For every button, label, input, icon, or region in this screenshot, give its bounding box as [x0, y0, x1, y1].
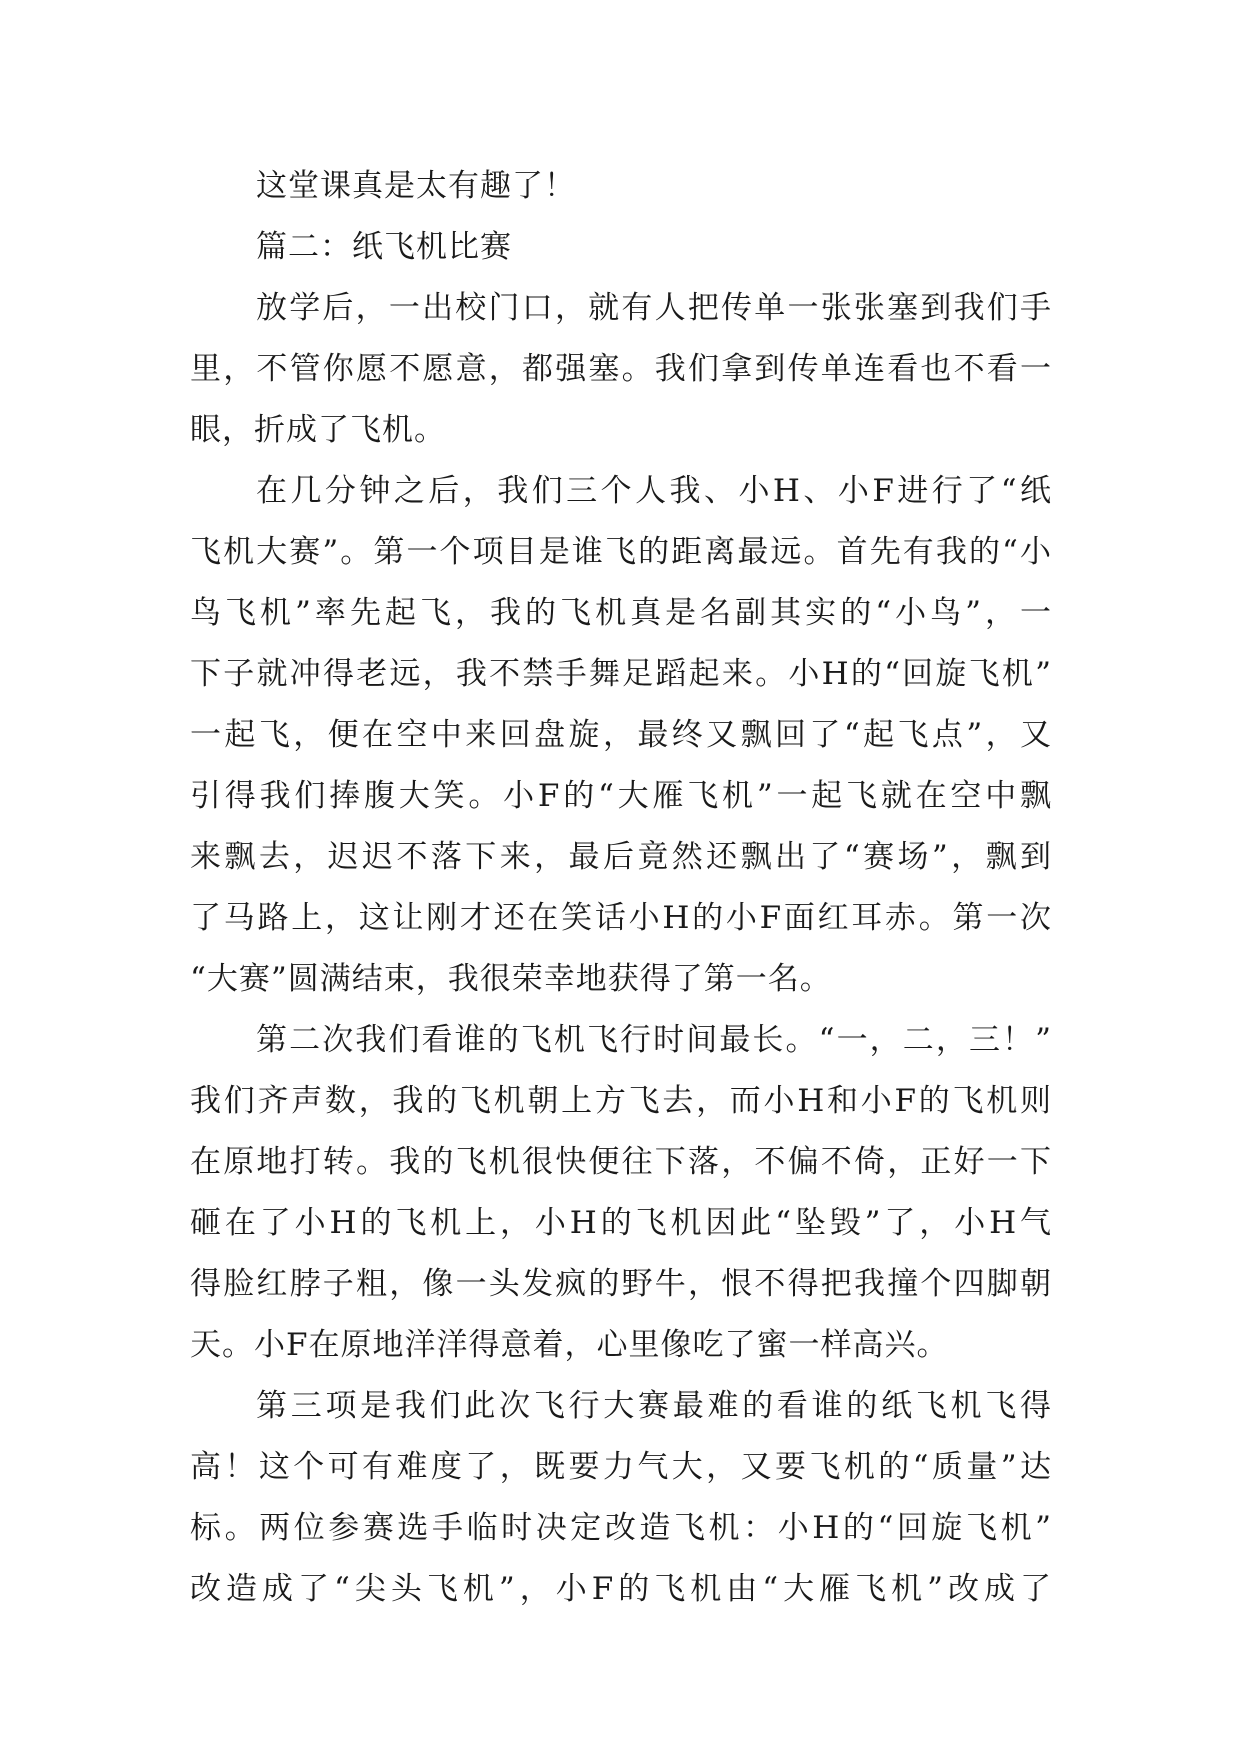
text-line: 引得我们捧腹大笑。小F的“大雁飞机”一起飞就在空中飘 [190, 778, 1052, 814]
text-line: 了马路上，这让刚才还在笑话小H的小F面红耳赤。第一次 [190, 900, 1052, 936]
text-line: 第三项是我们此次飞行大赛最难的看谁的纸飞机飞得 [256, 1388, 1052, 1424]
text-line: 里，不管你愿不愿意，都强塞。我们拿到传单连看也不看一 [190, 351, 1052, 387]
text-line: 这堂课真是太有趣了！ [256, 168, 576, 204]
text-line: 在原地打转。我的飞机很快便往下落，不偏不倚，正好一下 [190, 1144, 1052, 1180]
text-line: “大赛”圆满结束，我很荣幸地获得了第一名。 [190, 961, 832, 997]
text-line: 我们齐声数，我的飞机朝上方飞去，而小H和小F的飞机则 [190, 1083, 1052, 1119]
document-body [190, 156, 1052, 1620]
text-line: 砸在了小H的飞机上，小H的飞机因此“坠毁”了，小H气 [190, 1205, 1052, 1241]
text-line: 眼，折成了飞机。 [190, 412, 446, 448]
text-line: 飞机大赛”。第一个项目是谁飞的距离最远。首先有我的“小 [190, 534, 1052, 570]
text-line: 第二次我们看谁的飞机飞行时间最长。“一，二，三！” [256, 1022, 1052, 1058]
text-line: 天。小F在原地洋洋得意着，心里像吃了蜜一样高兴。 [190, 1327, 949, 1363]
text-line: 鸟飞机”率先起飞，我的飞机真是名副其实的“小鸟”，一 [190, 595, 1052, 631]
text-line: 放学后，一出校门口，就有人把传单一张张塞到我们手 [256, 290, 1052, 326]
text-line: 在几分钟之后，我们三个人我、小H、小F进行了“纸 [256, 473, 1052, 509]
text-line: 高！这个可有难度了，既要力气大，又要飞机的“质量”达 [190, 1449, 1052, 1485]
text-line: 下子就冲得老远，我不禁手舞足蹈起来。小H的“回旋飞机” [190, 656, 1052, 692]
text-line: 来飘去，迟迟不落下来，最后竟然还飘出了“赛场”，飘到 [190, 839, 1052, 875]
section-heading: 篇二：纸飞机比赛 [256, 229, 512, 265]
text-line: 得脸红脖子粗，像一头发疯的野牛，恨不得把我撞个四脚朝 [190, 1266, 1052, 1302]
text-line: 标。两位参赛选手临时决定改造飞机：小H的“回旋飞机” [190, 1510, 1052, 1546]
text-line: 改造成了“尖头飞机”，小F的飞机由“大雁飞机”改成了 [190, 1571, 1052, 1607]
text-line: 一起飞，便在空中来回盘旋，最终又飘回了“起飞点”，又 [190, 717, 1052, 753]
